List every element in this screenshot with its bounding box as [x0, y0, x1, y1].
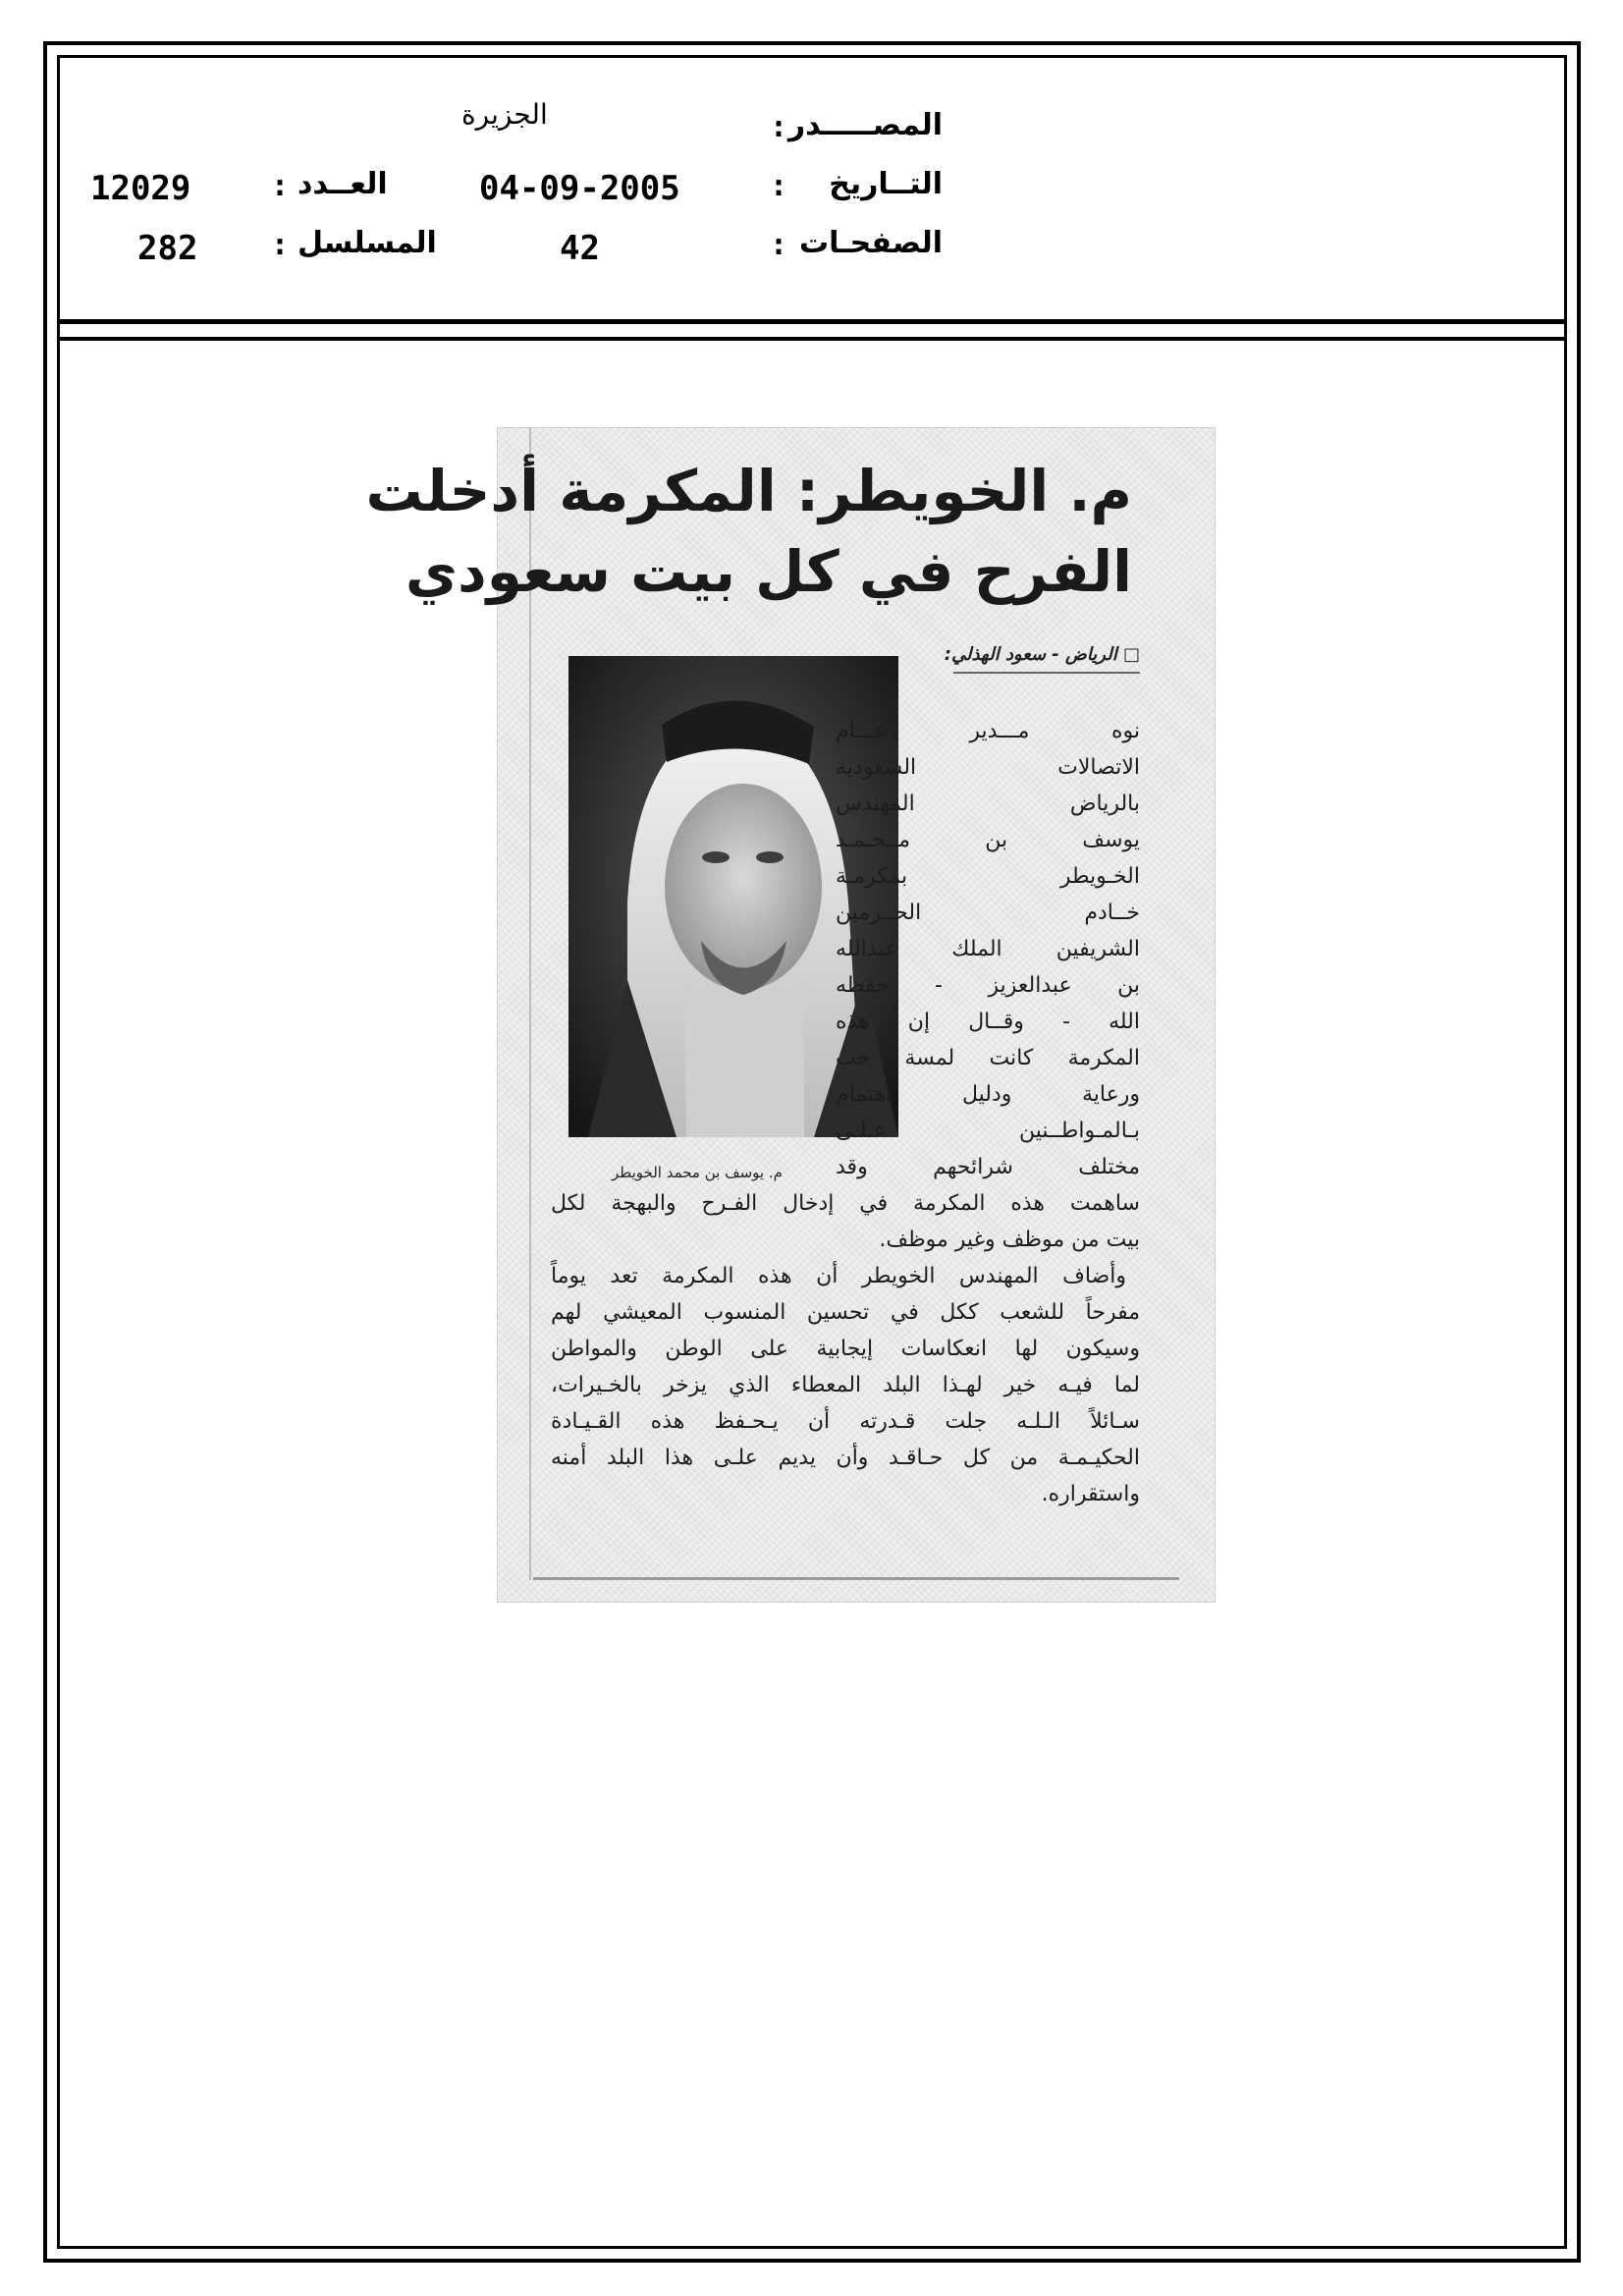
body-line: ورعاية ودليل اهتمام	[836, 1082, 1140, 1107]
headline-line-1: م. الخويطر: المكرمة أدخلت	[365, 458, 1132, 524]
date-colon: :	[770, 169, 788, 203]
source-value: الجزيرة	[461, 98, 548, 131]
source-label: المصـــــدر	[787, 108, 943, 142]
body-line: سـائلاً الـلـه جلت قـدرته أن يـحـفظ هذه القـيـادة	[551, 1409, 1140, 1434]
date-label: التــاريخ	[829, 167, 943, 201]
newspaper-clipping	[365, 427, 1216, 1603]
pages-value: 42	[560, 229, 600, 268]
body-line: الاتصالات السعودية	[836, 755, 1140, 780]
body-line: مفرحاً للشعب ككل في تحسين المنسوب المعيشي لهم	[551, 1300, 1140, 1325]
body-line: لما فيـه خير لهـذا البلد المعطاء الذي يزخر بالخـيرات،	[551, 1373, 1140, 1397]
body-line: بن عبدالعزيز - حفظه	[836, 973, 1140, 998]
header-divider	[57, 319, 1567, 324]
clipping-bottom-line	[533, 1577, 1179, 1580]
body-line: الله - وقــال إن هذه	[836, 1010, 1140, 1034]
header-divider-secondary	[57, 337, 1567, 341]
body-line: بالرياض المهندس	[836, 792, 1140, 816]
serial-colon: :	[271, 228, 290, 262]
body-line: نوه مـــدير عـــام	[836, 719, 1140, 743]
byline: □ الرياض - سعود الهذلي:	[944, 644, 1140, 665]
body-line: واستقراره.	[1041, 1482, 1140, 1506]
issue-label: العــدد	[298, 167, 388, 201]
body-line: خــادم الحــرمين	[836, 901, 1140, 925]
source-colon: :	[770, 110, 788, 144]
serial-value: 282	[137, 229, 198, 268]
body-line: الخـويطر بمكرمـة	[836, 864, 1140, 889]
body-line: وسيكون لها انعكاسات إيجابية على الوطن والمواطن	[551, 1337, 1140, 1361]
issue-value: 12029	[90, 169, 191, 208]
date-value: 04-09-2005	[479, 169, 680, 208]
body-line: مختلف شرائحهم وقد	[836, 1155, 1140, 1179]
body-line: الشريفين الملك عبدالله	[836, 937, 1140, 961]
body-line: الحكيـمـة من كل حـاقـد وأن يديم علـى هذا البلد أمنه	[551, 1446, 1140, 1470]
byline-rule	[953, 672, 1140, 674]
headline-line-2: الفرح في كل بيت سعودي	[405, 538, 1132, 605]
serial-label: المسلسل	[298, 226, 437, 260]
body-line: يوسف بن مــحـمـد	[836, 828, 1140, 852]
body-line: بـالمـواطــنين عـلـى	[836, 1119, 1140, 1143]
pages-colon: :	[770, 228, 788, 262]
body-line: بيت من موظف وغير موظف.	[879, 1228, 1140, 1252]
body-line: ساهمت هذه المكرمة في إدخال الفـرح والبهجة لكل	[551, 1191, 1140, 1216]
body-line: المكرمة كانت لمسة حب	[836, 1046, 1140, 1070]
issue-colon: :	[271, 169, 290, 203]
body-line: وأضاف المهندس الخويطر أن هذه المكرمة تعد يوماً	[551, 1264, 1126, 1288]
photo-caption: م. يوسف بن محمد الخويطر	[612, 1164, 783, 1181]
pages-label: الصفحـات	[799, 226, 943, 260]
